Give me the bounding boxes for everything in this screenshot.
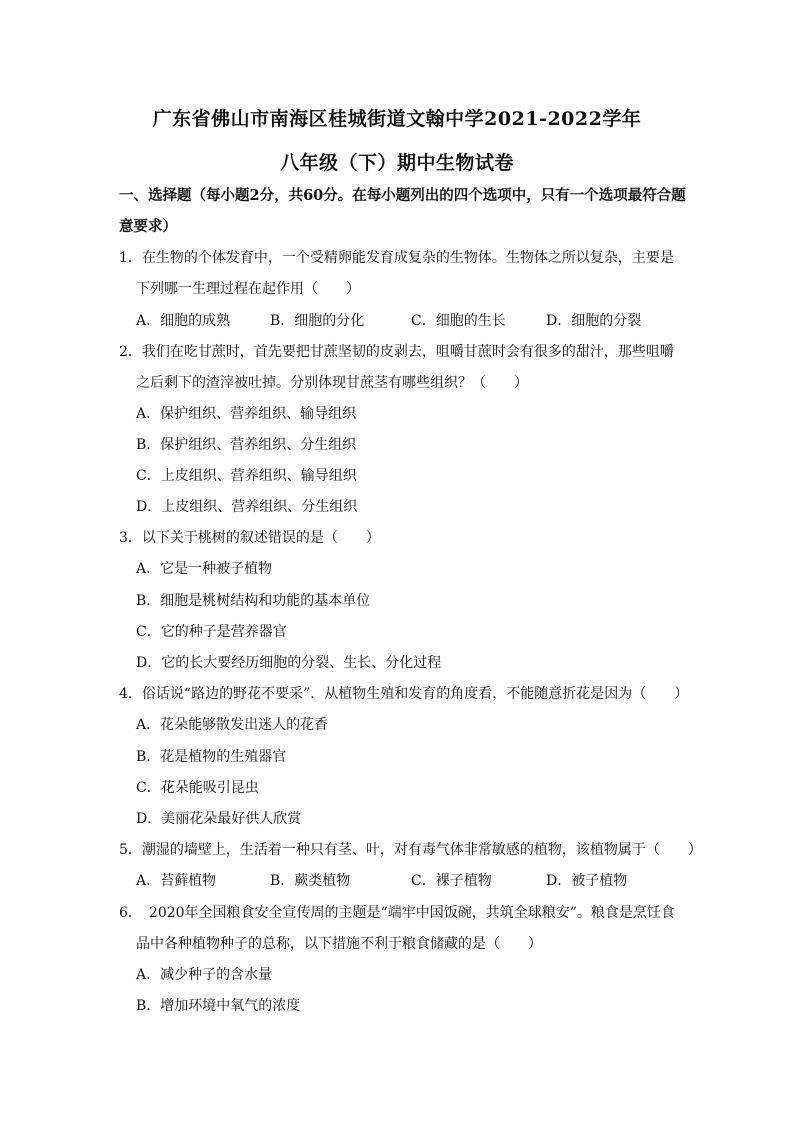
q4-option-a[interactable]: A．花朵能够散发出迷人的花香	[136, 717, 329, 733]
q5-option-b[interactable]: B．蕨类植物	[270, 873, 351, 889]
q5-option-c[interactable]: C．裸子植物	[411, 873, 492, 889]
section-heading-line2: 意要求）	[119, 218, 177, 235]
q4-option-c[interactable]: C．花朵能吸引昆虫	[136, 780, 259, 796]
q2-option-b[interactable]: B．保护组织、营养组织、分生组织	[136, 437, 357, 453]
question-1-line2: 下列哪一生理过程在起作用（ ）	[136, 281, 360, 297]
q3-option-d[interactable]: D．它的长大要经历细胞的分裂、生长、分化过程	[136, 655, 442, 671]
question-5-line1: 5．潮湿的墙壁上，生活着一种只有茎、叶，对有毒气体非常敏感的植物，该植物属于（ ）	[119, 842, 702, 858]
exam-title-line2: 八年级（下）期中生物试卷	[279, 152, 514, 174]
exam-title-line1: 广东省佛山市南海区桂城街道文翰中学2021-2022学年	[152, 108, 642, 130]
question-3-line1: 3．以下关于桃树的叙述错误的是（ ）	[119, 530, 380, 546]
q1-option-d[interactable]: D．细胞的分裂	[546, 313, 642, 329]
q1-option-a[interactable]: A．细胞的成熟	[136, 313, 231, 329]
question-1-options	[136, 311, 676, 331]
q5-option-a[interactable]: A．苔藓植物	[136, 873, 217, 889]
question-4-line1: 4．俗话说“路边的野花不要采”．从植物生殖和发育的角度看，不能随意折花是因为（ ）	[119, 686, 689, 702]
question-5-options	[136, 871, 676, 891]
q6-option-a[interactable]: A．减少种子的含水量	[136, 967, 273, 983]
q4-option-b[interactable]: B．花是植物的生殖器官	[136, 749, 287, 765]
q3-option-a[interactable]: A．它是一种被子植物	[136, 561, 273, 577]
question-6-line2: 品中各种植物种子的总称，以下措施不利于粮食储藏的是（ ）	[136, 936, 542, 952]
question-2-line1: 2．我们在吃甘蔗时，首先要把甘蔗坚韧的皮剥去，咀嚼甘蔗时会有很多的甜汁，那些咀嚼	[119, 344, 674, 360]
section-heading-line1: 一、选择题（每小题2分，共60分。在每小题列出的四个选项中，只有一个选项最符合题	[119, 187, 686, 204]
q3-option-b[interactable]: B．细胞是桃树结构和功能的基本单位	[136, 593, 371, 609]
q6-option-b[interactable]: B．增加环境中氧气的浓度	[136, 998, 301, 1014]
question-6-line1: 6． 2020年全国粮食安全宣传周的主题是“端牢中国饭碗，共筑全球粮安”。粮食是烹饪食	[119, 905, 675, 921]
question-1-line1: 1．在生物的个体发育中，一个受精卵能发育成复杂的生物体。生物体之所以复杂，主要是	[119, 250, 674, 266]
q5-option-d[interactable]: D．被子植物	[546, 873, 628, 889]
q2-option-d[interactable]: D．上皮组织、营养组织、分生组织	[136, 499, 358, 515]
q2-option-a[interactable]: A．保护组织、营养组织、输导组织	[136, 406, 357, 422]
q4-option-d[interactable]: D．美丽花朵最好供人欣赏	[136, 811, 302, 827]
q2-option-c[interactable]: C．上皮组织、营养组织、输导组织	[136, 468, 357, 484]
q1-option-c[interactable]: C．细胞的生长	[411, 313, 506, 329]
q1-option-b[interactable]: B．细胞的分化	[270, 313, 365, 329]
question-2-line2: 之后剩下的渣滓被吐掉。分别体现甘蔗茎有哪些组织？（ ）	[136, 375, 528, 391]
q3-option-c[interactable]: C．它的种子是营养器官	[136, 624, 287, 640]
